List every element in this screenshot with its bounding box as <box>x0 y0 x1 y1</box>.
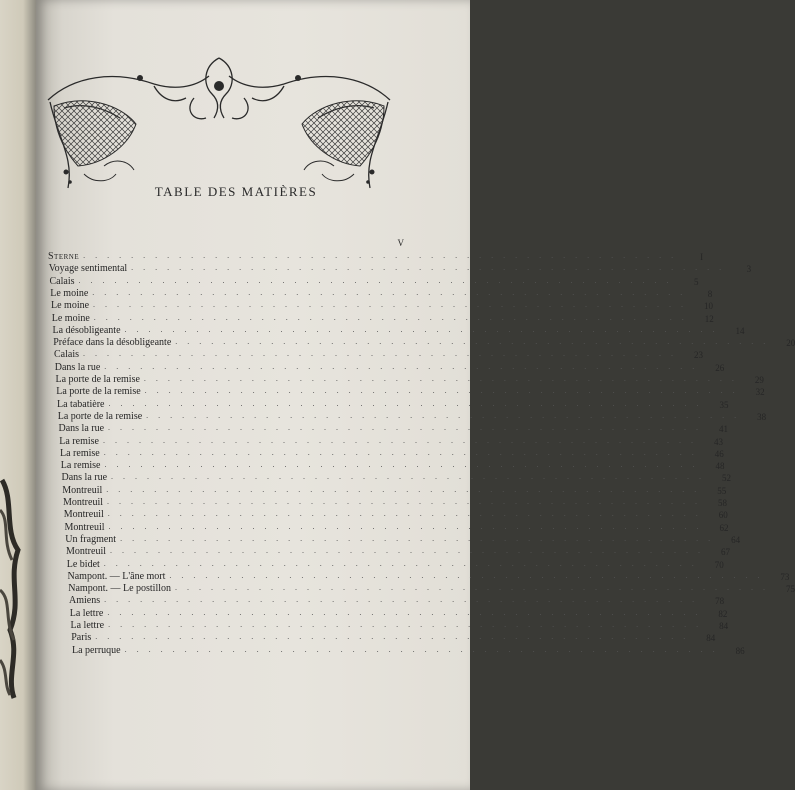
dot-leader: . . . . . . . . . . . . . . . . . . . . . . . . . . . . . . . . . . . . . . . . . . . . . . . . . . <box>107 607 702 617</box>
toc-entry-title: La lettre <box>69 607 104 619</box>
dot-leader: . . . . . . . . . . . . . . . . . . . . . . . . . . . . . . . . . . . . . . . . . . . . . . . . . . <box>92 287 687 297</box>
toc-entry-title: Montreuil <box>66 546 106 558</box>
toc-entry-title: Montreuil <box>63 497 103 508</box>
toc-entry-title: La tabatière <box>57 398 105 410</box>
page-number: 55 <box>717 485 727 496</box>
toc-entry-title: Sterne <box>48 251 80 262</box>
page-number: 64 <box>731 534 741 545</box>
page-number: 14 <box>735 325 745 336</box>
dot-leader: . . . . . . . . . . . . . . . . . . . . . . . . . . . . . . . . . . . . . . . . . . . . . . . . . . <box>120 533 715 543</box>
toc-entry <box>72 642 745 656</box>
toc-entry-title: Voyage sentimental <box>48 263 128 275</box>
dot-leader: . . . . . . . . . . . . . . . . . . . . . . . . . . . . . . . . . . . . . . . . . . . . . . . . . . <box>102 435 697 445</box>
dot-leader: . . . . . . . . . . . . . . . . . . . . . . . . . . . . . . . . . . . . . . . . . . . . . . . . . . <box>144 386 739 396</box>
toc-entry-title: Amiens <box>69 595 101 607</box>
dot-leader: . . . . . . . . . . . . . . . . . . . . . . . . . . . . . . . . . . . . . . . . . . . . . . . . . . <box>103 558 698 568</box>
dot-leader: . . . . . . . . . . . . . . . . . . . . . . . . . . . . . . . . . . . . . . . . . . . . . . . . . . <box>106 484 701 494</box>
dot-leader: . . . . . . . . . . . . . . . . . . . . . . . . . . . . . . . . . . . . . . . . . . . . . . . . . . <box>111 472 706 482</box>
page-number: 75 <box>786 584 795 595</box>
dot-leader: . . . . . . . . . . . . . . . . . . . . . . . . . . . . . . . . . . . . . . . . . . . . . . . . . . <box>83 349 677 359</box>
page-number: 84 <box>706 633 716 644</box>
dot-leader: . . . . . . . . . . . . . . . . . . . . . . . . . . . . . . . . . . . . . . . . . . . . . . . . . . <box>110 546 704 556</box>
dot-leader: . . . . . . . . . . . . . . . . . . . . . . . . . . . . . . . . . . . . . . . . . . . . . . . . . . <box>124 324 719 334</box>
page-number: 70 <box>714 559 724 570</box>
dot-leader: . . . . . . . . . . . . . . . . . . . . . . . . . . . . . . . . . . . . . . . . . . . . . . . . . . <box>107 497 701 506</box>
page-number: 38 <box>757 411 767 422</box>
toc-entry-title: Dans la rue <box>61 472 108 484</box>
table-of-contents <box>36 0 795 790</box>
dot-leader: . . . . . . . . . . . . . . . . . . . . . . . . . . . . . . . . . . . . . . . . . . . . . . . . . . <box>104 460 699 470</box>
page-number: I <box>700 252 704 262</box>
adjacent-page-engraving <box>0 470 34 700</box>
toc-entry-title: La remise <box>60 460 101 472</box>
page-number: 10 <box>704 301 714 312</box>
toc-entry-title: La perruque <box>72 644 121 656</box>
page-number: 35 <box>719 399 729 410</box>
dot-leader: . . . . . . . . . . . . . . . . . . . . . . . . . . . . . . . . . . . . . . . . . . . . . . . . . . <box>107 509 702 519</box>
page-number: 8 <box>707 288 713 299</box>
page-title: TABLE DES MATIÈRES <box>154 184 318 199</box>
page-number: 60 <box>718 510 728 521</box>
page-number: 5 <box>694 276 699 287</box>
dot-leader: . . . . . . . . . . . . . . . . . . . . . . . . . . . . . . . . . . . . . . . . . . . . . . . . . . <box>78 275 673 285</box>
toc-entry-title: La désobligeante <box>52 324 121 336</box>
page-number: 58 <box>718 498 727 508</box>
page-number: 23 <box>694 350 703 361</box>
toc-entry-title: La remise <box>59 435 99 447</box>
dot-leader: . . . . . . . . . . . . . . . . . . . . . . . . . . . . . . . . . . . . . . . . . . . . . . . . . . <box>103 447 698 457</box>
toc-entry-title: Calais <box>49 275 75 287</box>
toc-entry-title: Nampont. — Le postillon <box>68 583 172 595</box>
page-number: 48 <box>715 461 725 472</box>
dot-leader: . . . . . . . . . . . . . . . . . . . . . . . . . . . . . . . . . . . . . . . . . . . . . . . . . . <box>175 337 770 347</box>
page-number: 26 <box>715 362 725 373</box>
dot-leader: . . . . . . . . . . . . . . . . . . . . . . . . . . . . . . . . . . . . . . . . . . . . . . . . . . <box>169 570 764 580</box>
page-number: 29 <box>754 375 764 385</box>
dot-leader: . . . . . . . . . . . . . . . . . . . . . . . . . . . . . . . . . . . . . . . . . . . . . . . . . . <box>83 251 678 260</box>
dot-leader: . . . . . . . . . . . . . . . . . . . . . . . . . . . . . . . . . . . . . . . . . . . . . . . . . . <box>175 583 770 593</box>
page-number: 12 <box>704 313 714 324</box>
dot-leader: . . . . . . . . . . . . . . . . . . . . . . . . . . . . . . . . . . . . . . . . . . . . . . . . . . <box>131 263 726 273</box>
toc-entry-title: Préface dans la désobligeante <box>53 337 172 349</box>
toc-entry-title: Le moine <box>51 300 90 312</box>
toc-entry-title: La porte de la remise <box>56 386 141 398</box>
dot-leader: . . . . . . . . . . . . . . . . . . . . . . . . . . . . . . . . . . . . . . . . . . . . . . . . . . <box>93 300 688 310</box>
page-number: V <box>397 238 404 248</box>
page-number: 3 <box>746 264 752 275</box>
page-number: 82 <box>718 608 728 619</box>
page-number: 46 <box>714 448 724 459</box>
dot-leader: . . . . . . . . . . . . . . . . . . . . . . . . . . . . . . . . . . . . . . . . . . . . . . . . . . <box>108 398 703 408</box>
page-number: 73 <box>780 571 790 582</box>
dot-leader: . . . . . . . . . . . . . . . . . . . . . . . . . . . . . . . . . . . . . . . . . . . . . . . . . . <box>95 632 690 642</box>
dot-leader: . . . . . . . . . . . . . . . . . . . . . . . . . . . . . . . . . . . . . . . . . . . . . . . . . . <box>104 361 699 371</box>
page-number: 86 <box>735 645 745 656</box>
dot-leader: . . . . . . . . . . . . . . . . . . . . . . . . . . . . . . . . . . . . . . . . . . . . . . . . . . <box>108 620 703 629</box>
toc-entry-title: La remise <box>60 447 100 459</box>
page-number: 43 <box>713 436 723 447</box>
toc-entry-title: Montreuil <box>62 484 103 496</box>
toc-entry-title: Montreuil <box>63 509 104 521</box>
page-number: 84 <box>719 621 729 631</box>
dot-leader: . . . . . . . . . . . . . . . . . . . . . . . . . . . . . . . . . . . . . . . . . . . . . . . . . . <box>108 521 703 531</box>
toc-entry-title: Le moine <box>50 287 89 299</box>
dot-leader: . . . . . . . . . . . . . . . . . . . . . . . . . . . . . . . . . . . . . . . . . . . . . . . . . . <box>108 423 703 433</box>
page-number: 52 <box>722 473 732 484</box>
toc-entry-title: Le moine <box>51 312 90 324</box>
dot-leader: . . . . . . . . . . . . . . . . . . . . . . . . . . . . . . . . . . . . . . . . . . . . . . . . . . <box>104 595 699 605</box>
toc-entry-title: Nampont. — L'âne mort <box>67 570 166 582</box>
dot-leader: . . . . . . . . . . . . . . . . . . . . . . . . . . . . . . . . . . . . . . . . . . . . . . . . . . <box>124 644 719 654</box>
toc-entry-title: La lettre <box>70 620 105 631</box>
toc-entry-title: Paris <box>71 632 92 644</box>
page-number: 32 <box>755 387 765 398</box>
book-page <box>36 0 795 790</box>
page-number: 41 <box>719 424 729 435</box>
toc-entry-title: Dans la rue <box>54 361 101 373</box>
first-page-numeral-row <box>356 234 404 248</box>
toc-entry-title: Dans la rue <box>58 423 105 435</box>
toc-entry-title: Calais <box>54 349 79 361</box>
dot-leader: . . . . . . . . . . . . . . . . . . . . . . . . . . . . . . . . . . . . . . . . . . . . . . . . . . <box>143 374 738 383</box>
dot-leader: . . . . . . . . . . . . . . . . . . . . . . . . . . . . . . . . . . . . . . . . . . . . . . . . . . <box>146 410 741 420</box>
toc-entry-title: Un fragment <box>65 533 117 545</box>
toc-entry-title: La porte de la remise <box>57 410 143 422</box>
page-number: 78 <box>715 596 725 607</box>
page-number: 20 <box>786 338 795 349</box>
page-number: 62 <box>719 522 729 533</box>
toc-entry-title: La porte de la remise <box>55 374 140 385</box>
toc-entry-title: Montreuil <box>64 521 105 533</box>
dot-leader: . . . . . . . . . . . . . . . . . . . . . . . . . . . . . . . . . . . . . . . . . . . . . . . . . . <box>93 312 688 322</box>
page-number: 67 <box>721 547 730 558</box>
toc-entry-title: Le bidet <box>66 558 100 570</box>
